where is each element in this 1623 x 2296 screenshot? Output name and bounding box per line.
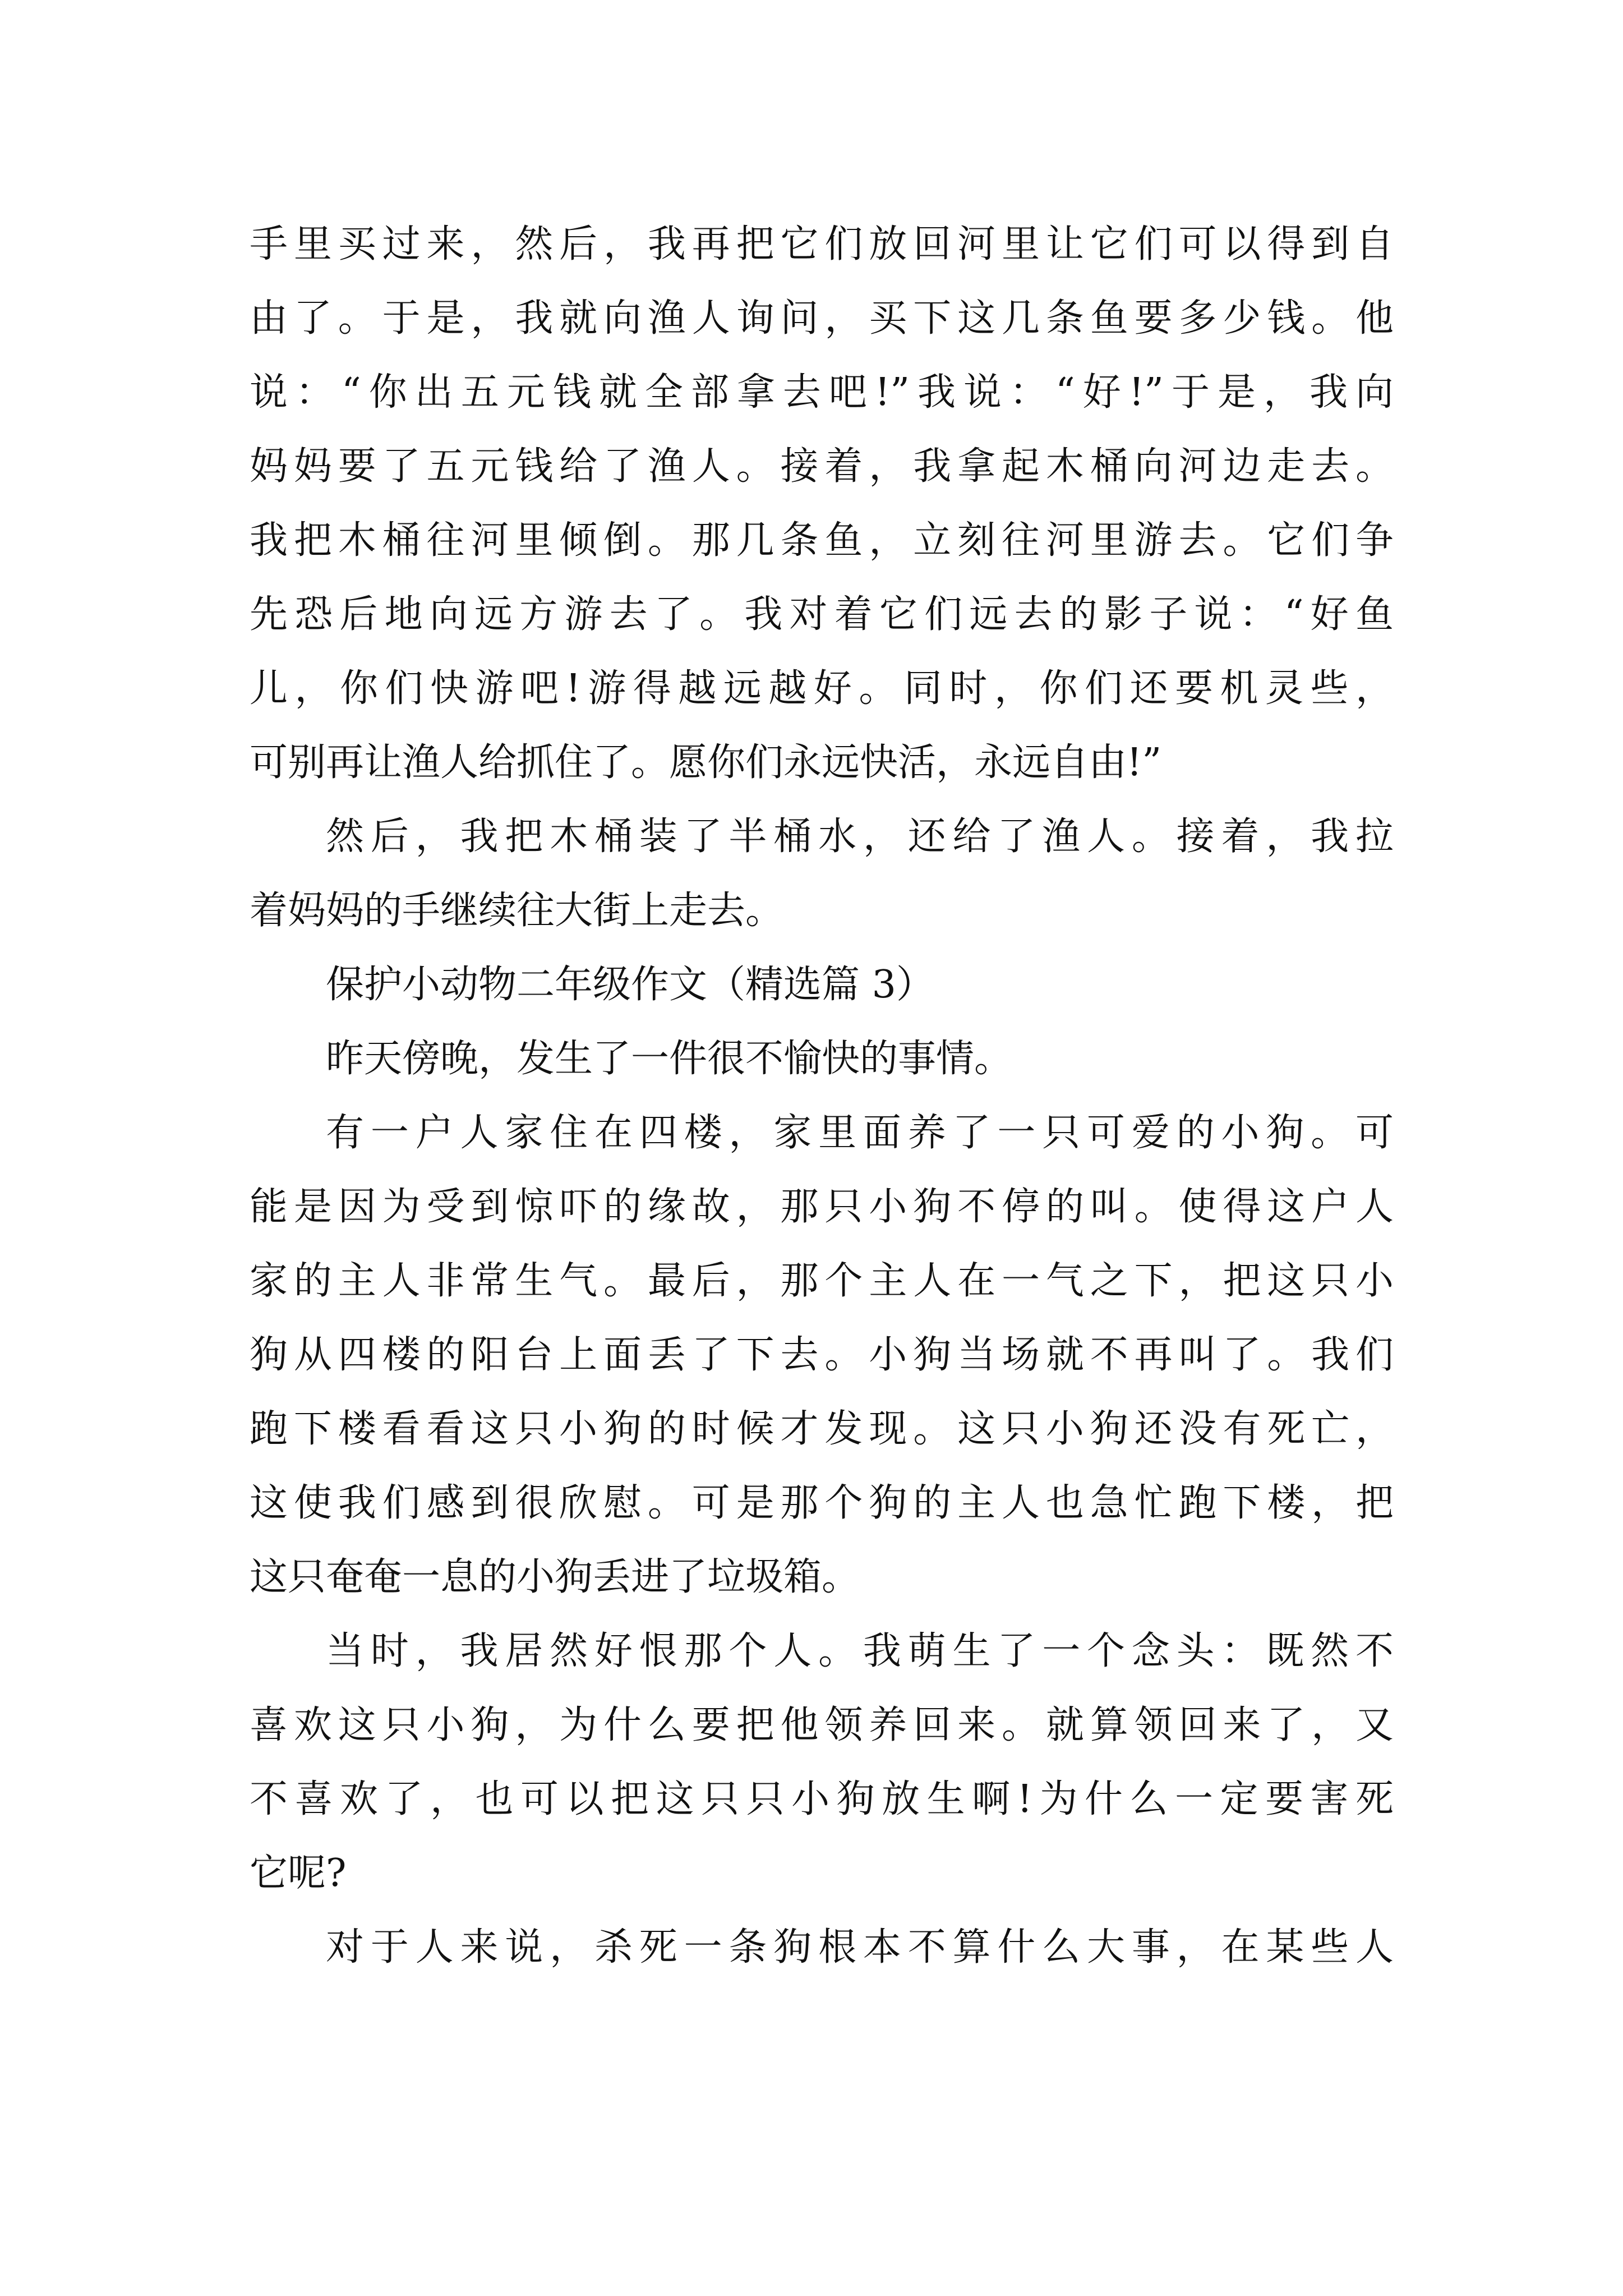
section-heading: 保护小动物二年级作文（精选篇 3）	[326, 963, 934, 1007]
text-line: 妈妈要了五元钱给了渔人。接着，我拿起木桶向河边走去。	[250, 444, 1394, 489]
document-body	[250, 208, 1394, 1985]
paragraph-start-line: 对于人来说，杀死一条狗根本不算什么大事，在某些人	[326, 1925, 1394, 1970]
text-line: 先恐后地向远方游去了。我对着它们远去的影子说：“好鱼	[250, 592, 1394, 637]
text-line: 不喜欢了，也可以把这只只小狗放生啊!为什么一定要害死	[250, 1777, 1394, 1821]
text-line: 喜欢这只小狗，为什么要把他领养回来。就算领回来了，又	[250, 1703, 1394, 1747]
text-line: 儿，你们快游吧!游得越远越好。同时，你们还要机灵些，	[250, 666, 1394, 711]
paragraph-start-line: 然后，我把木桶装了半桶水，还给了渔人。接着，我拉	[326, 815, 1394, 859]
text-line: 说：“你出五元钱就全部拿去吧!”我说：“好!”于是，我向	[250, 370, 1394, 415]
paragraph-start-line: 有一户人家住在四楼，家里面养了一只可爱的小狗。可	[326, 1111, 1394, 1155]
text-line: 由了。于是，我就向渔人询问，买下这几条鱼要多少钱。他	[250, 296, 1394, 341]
text-line: 狗从四楼的阳台上面丢了下去。小狗当场就不再叫了。我们	[250, 1333, 1394, 1377]
text-line: 这使我们感到很欣慰。可是那个狗的主人也急忙跑下楼，把	[250, 1481, 1394, 1525]
text-line: 这只奄奄一息的小狗丢进了垃圾箱。	[250, 1555, 860, 1599]
paragraph-start-line: 当时，我居然好恨那个人。我萌生了一个念头：既然不	[326, 1629, 1394, 1673]
text-line: 它呢?	[250, 1851, 347, 1895]
text-line: 家的主人非常生气。最后，那个主人在一气之下，把这只小	[250, 1259, 1394, 1303]
text-line: 能是因为受到惊吓的缘故，那只小狗不停的叫。使得这户人	[250, 1185, 1394, 1229]
paragraph-start-line: 昨天傍晚，发生了一件很不愉快的事情。	[326, 1037, 1013, 1081]
text-line: 可别再让渔人给抓住了。愿你们永远快活，永远自由!”	[250, 740, 1162, 785]
text-line: 跑下楼看看这只小狗的时候才发现。这只小狗还没有死亡，	[250, 1407, 1394, 1451]
text-line: 我把木桶往河里倾倒。那几条鱼，立刻往河里游去。它们争	[250, 518, 1394, 563]
text-line: 着妈妈的手继续往大街上走去。	[250, 889, 784, 933]
text-line: 手里买过来，然后，我再把它们放回河里让它们可以得到自	[250, 222, 1394, 266]
